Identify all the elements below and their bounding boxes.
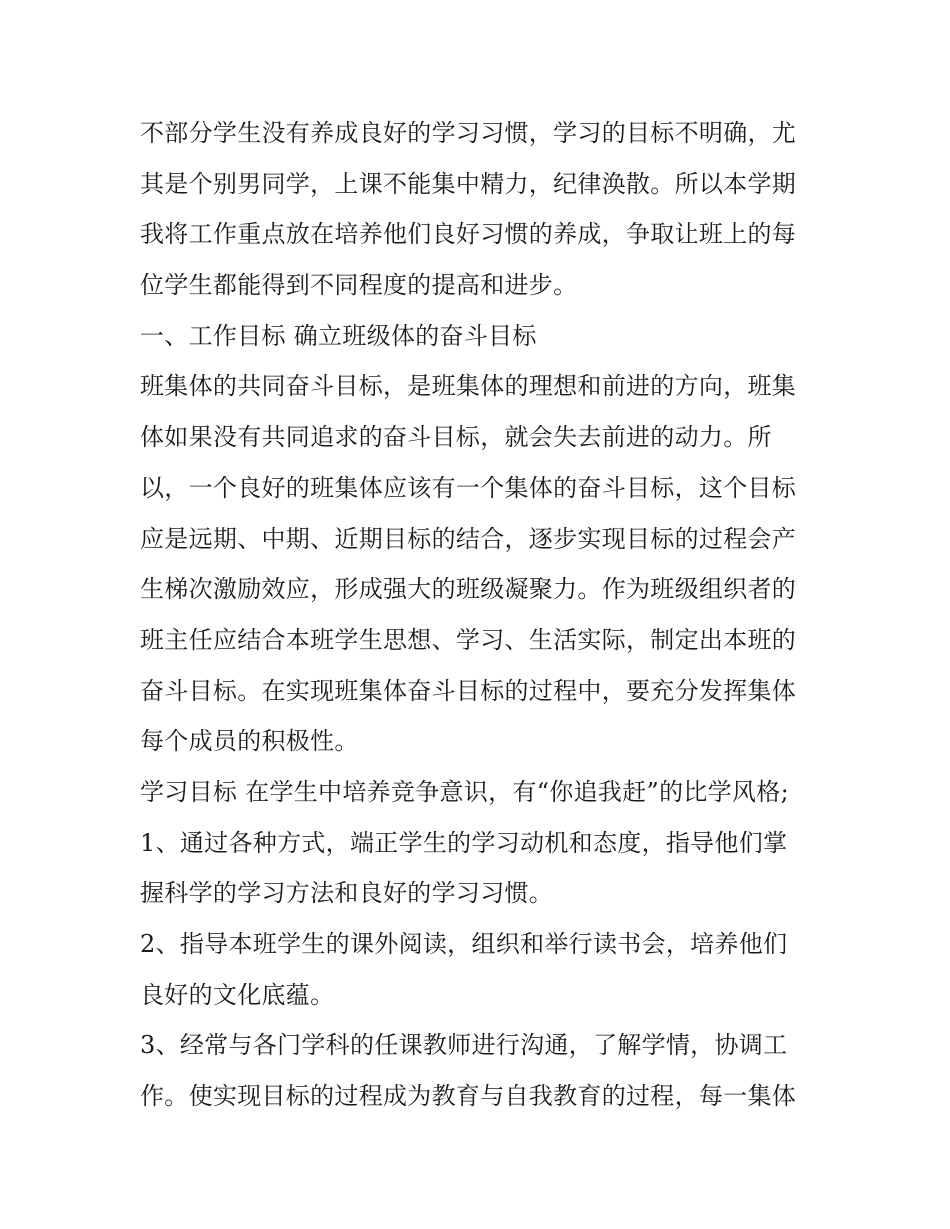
list-item-continuation: 握科学的学习方法和良好的学习习惯。 — [140, 879, 554, 908]
text-line: 我将工作重点放在培养他们良好习惯的养成，争取让班上的每 — [140, 220, 797, 249]
text-line: 体如果没有共同追求的奋斗目标，就会失去前进的动力。所 — [140, 423, 772, 452]
body-text — [140, 108, 820, 1122]
list-item-continuation: 良好的文化底蕴。 — [140, 980, 335, 1009]
list-item: 1、通过各种方式，端正学生的学习动机和态度，指导他们掌 — [140, 828, 788, 857]
list-item-continuation: 作。使实现目标的过程成为教育与自我教育的过程，每一集体 — [140, 1082, 797, 1111]
text-line: 班集体的共同奋斗目标，是班集体的理想和前进的方向，班集 — [140, 372, 797, 401]
list-item: 3、经常与各门学科的任课教师进行沟通，了解学情，协调工 — [140, 1031, 788, 1060]
list-item: 2、指导本班学生的课外阅读，组织和举行读书会，培养他们 — [140, 930, 788, 958]
text-line: 班主任应结合本班学生思想、学习、生活实际，制定出本班的 — [140, 625, 797, 654]
text-line: 每个成员的积极性。 — [140, 727, 359, 756]
section-heading: 一、工作目标 确立班级体的奋斗目标 — [140, 321, 537, 350]
text-line: 位学生都能得到不同程度的提高和进步。 — [140, 271, 578, 300]
text-line: 生梯次激励效应，形成强大的班级凝聚力。作为班级组织者的 — [140, 575, 797, 604]
text-line: 奋斗目标。在实现班集体奋斗目标的过程中，要充分发挥集体 — [140, 676, 797, 705]
text-line: 不部分学生没有养成良好的学习习惯，学习的目标不明确，尤 — [140, 119, 797, 147]
text-line: 应是远期、中期、近期目标的结合，逐步实现目标的过程会产 — [140, 524, 797, 553]
text-line: 其是个别男同学，上课不能集中精力，纪律涣散。所以本学期 — [140, 169, 797, 198]
section-heading: 学习目标 在学生中培养竞争意识，有“你追我赶”的比学风格; — [140, 777, 789, 806]
text-line: 以，一个良好的班集体应该有一个集体的奋斗目标，这个目标 — [140, 473, 797, 502]
